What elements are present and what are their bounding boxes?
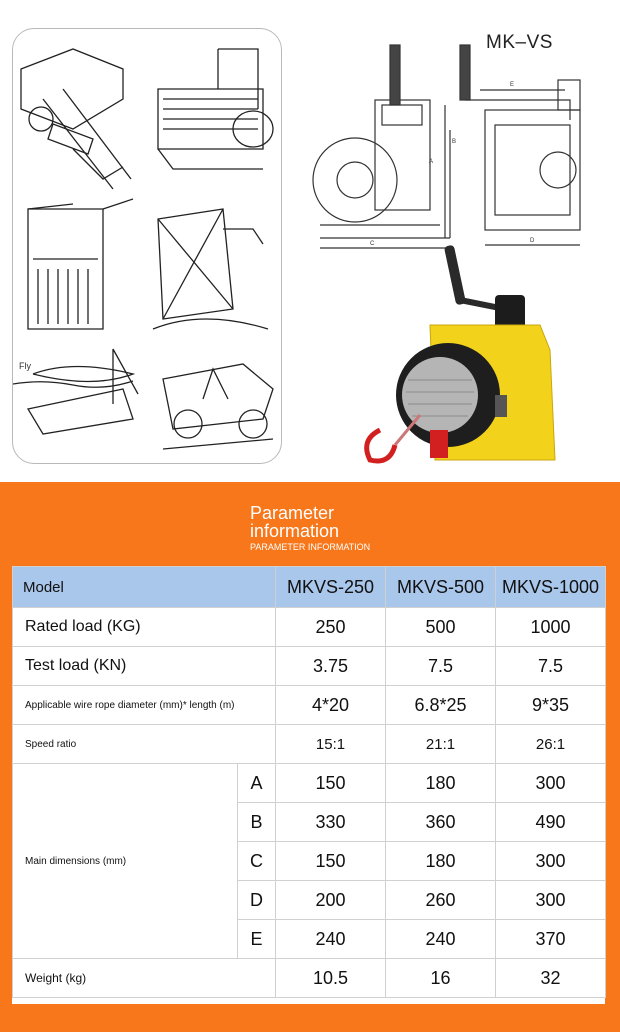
cell-value: 10.5 xyxy=(276,959,386,998)
header-model-3: MKVS-1000 xyxy=(496,567,606,608)
cell-value: 21:1 xyxy=(386,725,496,764)
cell-value: 32 xyxy=(496,959,606,998)
cell-value: 260 xyxy=(386,881,496,920)
dimension-letter: B xyxy=(238,803,276,842)
row-label-main-dimensions: Main dimensions (mm) xyxy=(13,764,238,959)
row-label-wire-rope: Applicable wire rope diameter (mm)* length (m) xyxy=(13,686,276,725)
dimension-letter: C xyxy=(238,842,276,881)
row-label-weight: Weight (kg) xyxy=(13,959,276,998)
header-model-1: MKVS-250 xyxy=(276,567,386,608)
model-label: MK–VS xyxy=(486,32,553,53)
dimension-letter: A xyxy=(238,764,276,803)
cell-value: 16 xyxy=(386,959,496,998)
row-label-rated-load: Rated load (KG) xyxy=(13,608,276,647)
table-header-row xyxy=(13,567,606,608)
cell-value: 300 xyxy=(496,842,606,881)
cell-value: 7.5 xyxy=(386,647,496,686)
usage-scenes-drawing xyxy=(13,29,281,463)
section-title-line2: information xyxy=(250,521,340,541)
section-heading xyxy=(250,504,370,553)
table-row xyxy=(13,764,606,803)
winch-technical-drawing xyxy=(300,20,610,480)
cell-value: 15:1 xyxy=(276,725,386,764)
cell-value: 4*20 xyxy=(276,686,386,725)
parameter-table xyxy=(12,566,606,998)
cell-value: 370 xyxy=(496,920,606,959)
row-label-speed-ratio: Speed ratio xyxy=(13,725,276,764)
cell-value: 7.5 xyxy=(496,647,606,686)
section-subtitle: PARAMETER INFORMATION xyxy=(250,542,371,552)
cell-value: 490 xyxy=(496,803,606,842)
panel-label: Fly xyxy=(19,361,31,371)
row-label-test-load: Test load (KN) xyxy=(13,647,276,686)
header-model-label: Model xyxy=(13,567,276,608)
cell-value: 240 xyxy=(386,920,496,959)
cell-value: 330 xyxy=(276,803,386,842)
cell-value: 240 xyxy=(276,920,386,959)
parameter-table-container xyxy=(12,566,605,1004)
dim-letter-a: A xyxy=(429,159,434,165)
cell-value: 3.75 xyxy=(276,647,386,686)
table-row xyxy=(13,647,606,686)
dim-letter-c: C xyxy=(370,241,375,247)
cell-value: 180 xyxy=(386,764,496,803)
cell-value: 150 xyxy=(276,842,386,881)
cell-value: 500 xyxy=(386,608,496,647)
cell-value: 6.8*25 xyxy=(386,686,496,725)
cell-value: 9*35 xyxy=(496,686,606,725)
dim-letter-d: D xyxy=(530,238,535,244)
dimension-letter: D xyxy=(238,881,276,920)
cell-value: 1000 xyxy=(496,608,606,647)
header-model-2: MKVS-500 xyxy=(386,567,496,608)
dim-letter-b: B xyxy=(452,139,457,145)
cell-value: 26:1 xyxy=(496,725,606,764)
product-illustrations xyxy=(0,0,620,482)
table-row xyxy=(13,725,606,764)
table-row xyxy=(13,959,606,998)
dimension-letter: E xyxy=(238,920,276,959)
winch-photo xyxy=(367,245,555,461)
cell-value: 300 xyxy=(496,881,606,920)
cell-value: 300 xyxy=(496,764,606,803)
table-row xyxy=(13,686,606,725)
section-title-line1: Parameter xyxy=(250,503,335,523)
dim-letter-e: E xyxy=(510,82,515,88)
cell-value: 250 xyxy=(276,608,386,647)
cell-value: 200 xyxy=(276,881,386,920)
cell-value: 150 xyxy=(276,764,386,803)
usage-scenes-panel xyxy=(12,28,282,464)
table-row xyxy=(13,608,606,647)
cell-value: 360 xyxy=(386,803,496,842)
cell-value: 180 xyxy=(386,842,496,881)
